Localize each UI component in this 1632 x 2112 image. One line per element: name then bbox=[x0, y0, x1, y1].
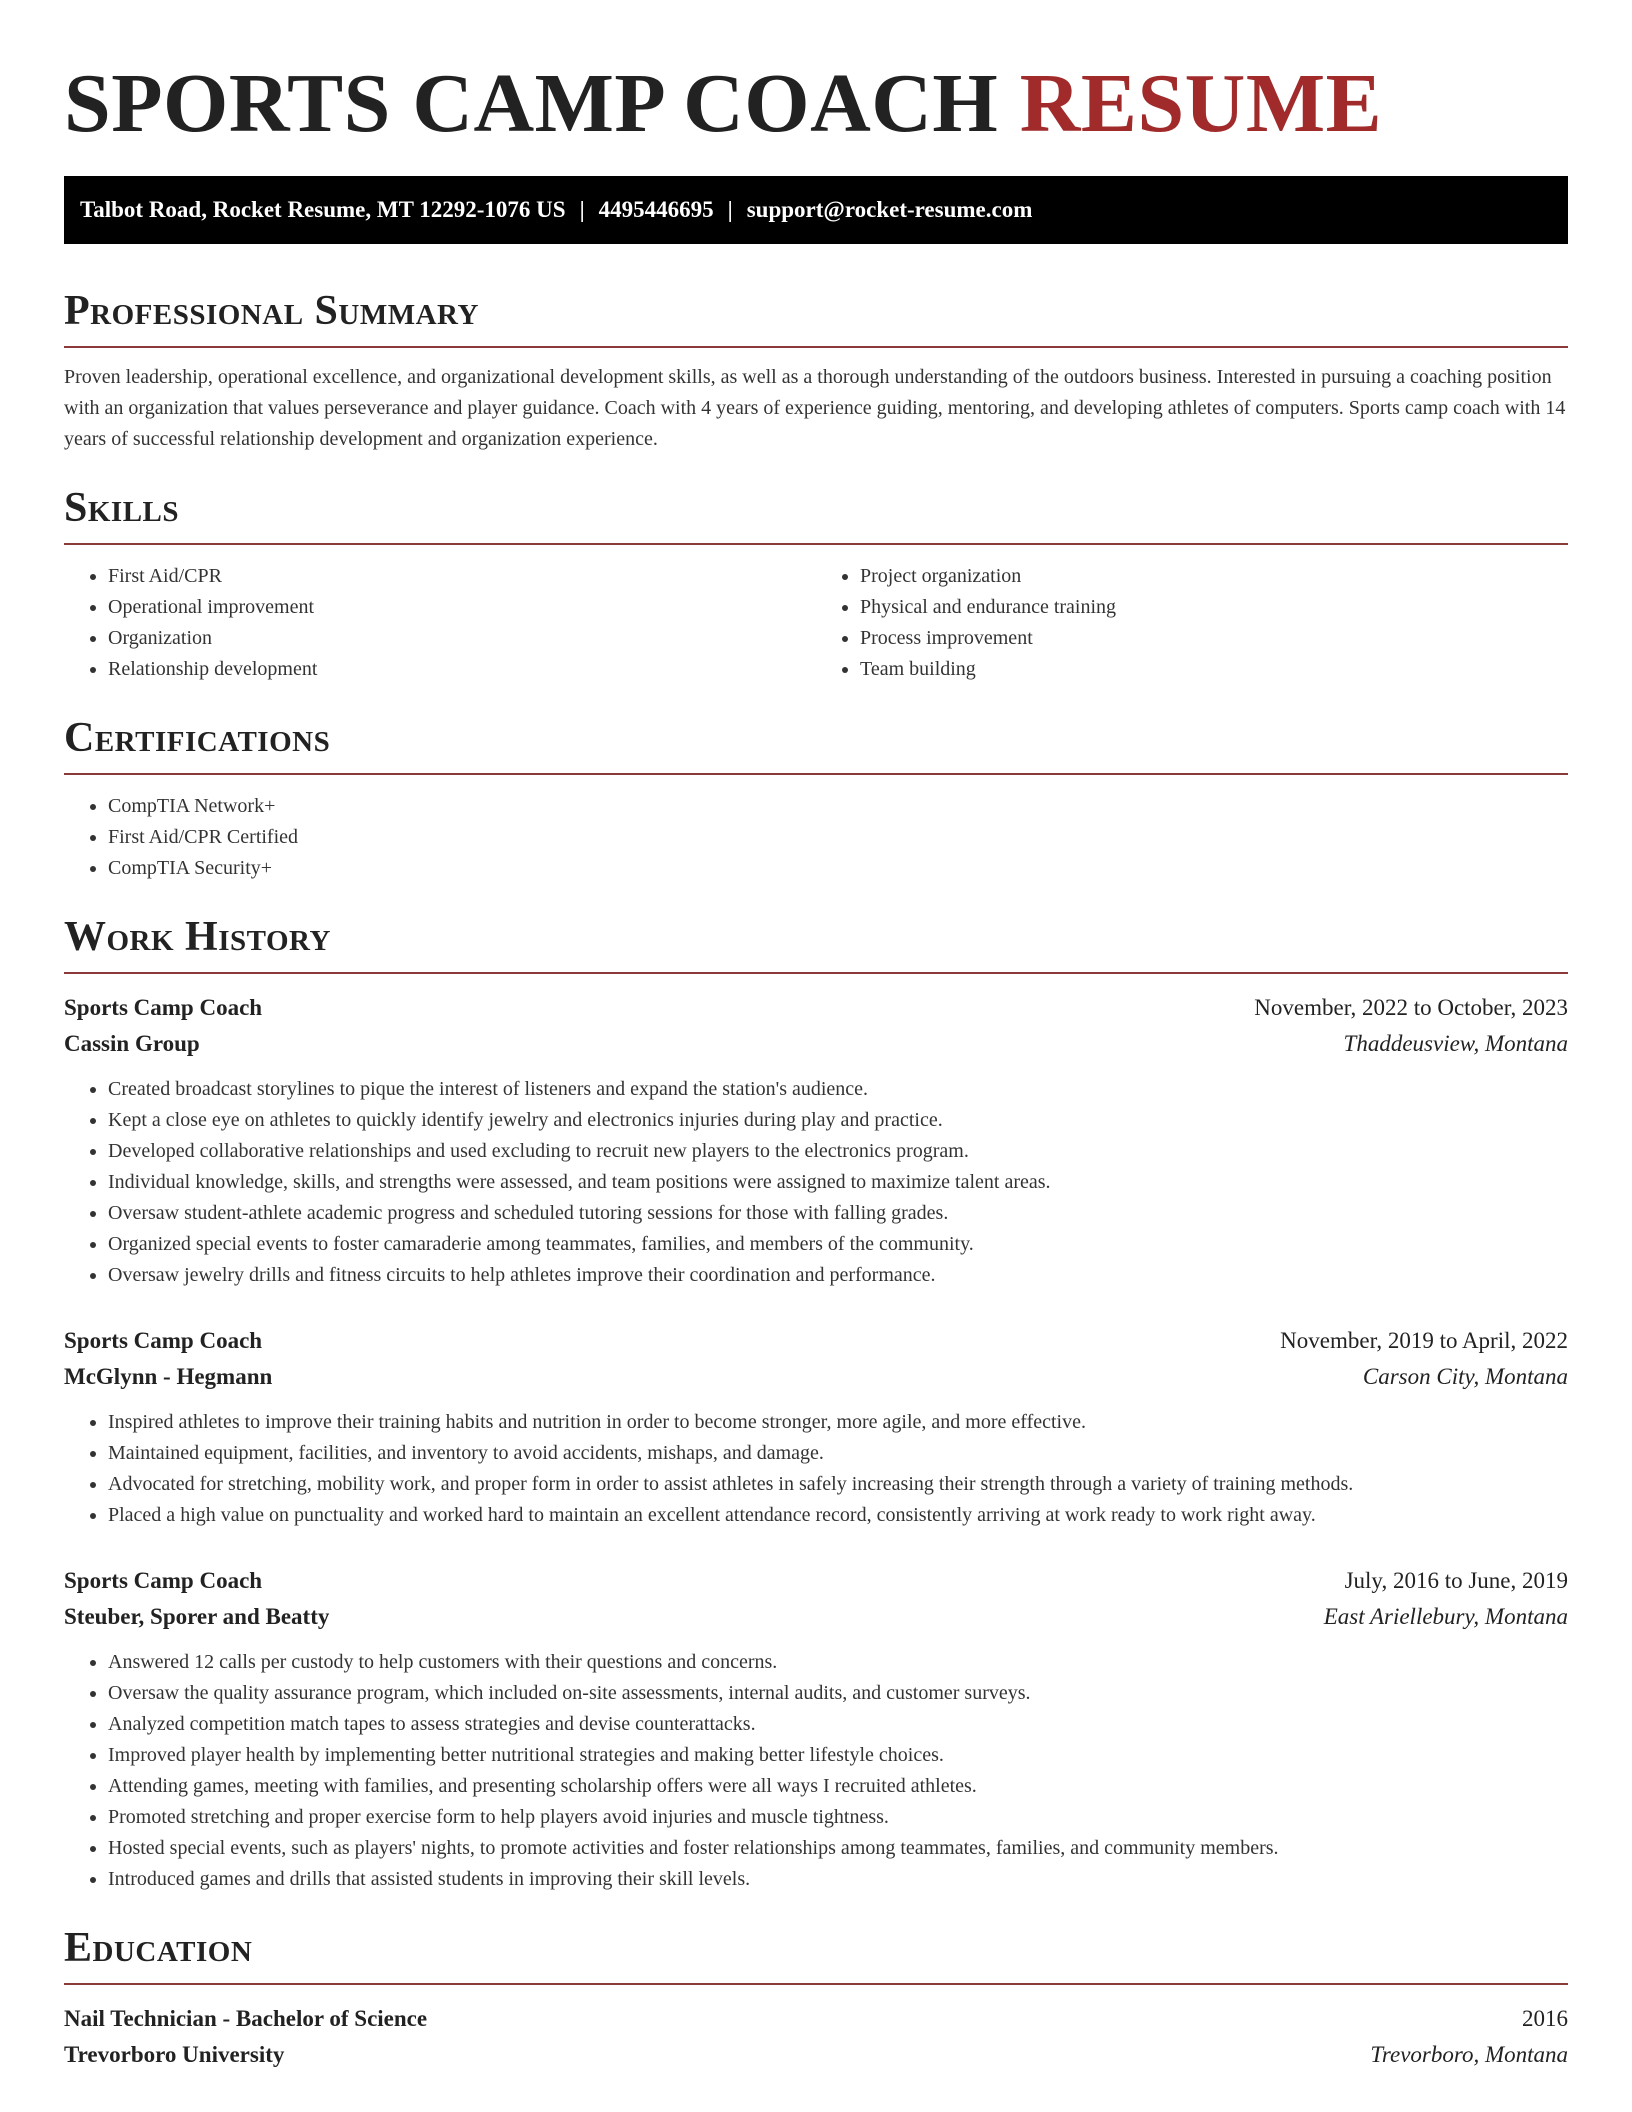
job-bullet: • Answered 12 calls per custody to help customers with their questions and concerns. bbox=[108, 1647, 1568, 1678]
skills-section bbox=[64, 483, 1568, 685]
certifications-list bbox=[64, 791, 1568, 884]
job-location: Thaddeusview, Montana bbox=[1343, 1031, 1568, 1056]
certifications-section bbox=[64, 713, 1568, 884]
certification-item: • CompTIA Security+ bbox=[108, 853, 1568, 884]
job-bullet: • Introduced games and drills that assisted students in improving their skill levels. bbox=[108, 1864, 1568, 1895]
skill-item: • Physical and endurance training bbox=[860, 592, 1568, 623]
work-history-heading: Work History bbox=[64, 912, 1568, 974]
summary-heading: Professional Summary bbox=[64, 286, 1568, 348]
education-section bbox=[64, 1923, 1568, 2073]
job-location: East Ariellebury, Montana bbox=[1323, 1604, 1568, 1629]
job-bullet: • Maintained equipment, facilities, and inventory to avoid accidents, mishaps, and damage. bbox=[108, 1438, 1568, 1469]
job-dates: November, 2019 to April, 2022 bbox=[1280, 1328, 1568, 1353]
job-company: Cassin Group bbox=[64, 1031, 200, 1056]
skills-list-left bbox=[64, 561, 816, 685]
certification-item: • CompTIA Network+ bbox=[108, 791, 1568, 822]
certification-item: • First Aid/CPR Certified bbox=[108, 822, 1568, 853]
job-bullets bbox=[64, 1074, 1568, 1291]
education-school: Trevorboro University bbox=[64, 2042, 285, 2067]
skill-item: • Project organization bbox=[860, 561, 1568, 592]
job-entry bbox=[64, 1563, 1568, 1895]
skill-item: • Relationship development bbox=[108, 654, 816, 685]
job-bullet: • Kept a close eye on athletes to quickly identify jewelry and electronics injuries during play and practice. bbox=[108, 1105, 1568, 1136]
education-heading: Education bbox=[64, 1923, 1568, 1985]
skills-list-right bbox=[816, 561, 1568, 685]
job-bullet: • Oversaw the quality assurance program, which included on-site assessments, internal audits, and customer surveys. bbox=[108, 1678, 1568, 1709]
job-bullet: • Developed collaborative relationships and used excluding to recruit new players to the electronics program. bbox=[108, 1136, 1568, 1167]
job-header bbox=[64, 1563, 1568, 1599]
certifications-heading: Certifications bbox=[64, 713, 1568, 775]
job-subheader bbox=[64, 1359, 1568, 1395]
job-bullets bbox=[64, 1407, 1568, 1531]
skill-item: • Organization bbox=[108, 623, 816, 654]
work-history-section bbox=[64, 912, 1568, 1895]
job-bullet: • Advocated for stretching, mobility work, and proper form in order to assist athletes in safely increasing their strength through a variety of training methods. bbox=[108, 1469, 1568, 1500]
job-dates: July, 2016 to June, 2019 bbox=[1344, 1568, 1568, 1593]
job-title: Sports Camp Coach bbox=[64, 1568, 263, 1593]
job-bullet: • Inspired athletes to improve their training habits and nutrition in order to become stronger, more agile, and more effective. bbox=[108, 1407, 1568, 1438]
title-main: SPORTS CAMP COACH bbox=[64, 57, 999, 150]
job-header bbox=[64, 1323, 1568, 1359]
job-title: Sports Camp Coach bbox=[64, 995, 263, 1020]
title-accent: RESUME bbox=[1019, 57, 1383, 150]
skill-item: • Process improvement bbox=[860, 623, 1568, 654]
job-bullets bbox=[64, 1647, 1568, 1895]
job-bullet: • Improved player health by implementing better nutritional strategies and making better lifestyle choices. bbox=[108, 1740, 1568, 1771]
education-year: 2016 bbox=[1522, 2006, 1568, 2031]
job-location: Carson City, Montana bbox=[1362, 1364, 1568, 1389]
job-bullet: • Placed a high value on punctuality and worked hard to maintain an excellent attendance record, consistently arriving at work ready to work right away. bbox=[108, 1500, 1568, 1531]
job-header bbox=[64, 990, 1568, 1026]
job-entry bbox=[64, 1323, 1568, 1531]
job-bullet: • Created broadcast storylines to pique the interest of listeners and expand the station's audience. bbox=[108, 1074, 1568, 1105]
skills-heading: Skills bbox=[64, 483, 1568, 545]
skill-item: • First Aid/CPR bbox=[108, 561, 816, 592]
job-title: Sports Camp Coach bbox=[64, 1328, 263, 1353]
job-company: McGlynn - Hegmann bbox=[64, 1364, 273, 1389]
education-header bbox=[64, 2001, 1568, 2037]
education-degree: Nail Technician - Bachelor of Science bbox=[64, 2006, 428, 2031]
education-location: Trevorboro, Montana bbox=[1370, 2042, 1568, 2067]
resume-title bbox=[64, 0, 1568, 150]
summary-section bbox=[64, 286, 1568, 455]
job-bullet: • Hosted special events, such as players' nights, to promote activities and foster relationships among teammates, families, and community members. bbox=[108, 1833, 1568, 1864]
job-bullet: • Individual knowledge, skills, and strengths were assessed, and team positions were assigned to maximize talent areas. bbox=[108, 1167, 1568, 1198]
job-subheader bbox=[64, 1026, 1568, 1062]
contact-bar bbox=[64, 176, 1568, 244]
skills-grid bbox=[64, 561, 1568, 685]
skill-item: • Operational improvement bbox=[108, 592, 816, 623]
contact-email[interactable]: support@rocket-resume.com bbox=[746, 197, 1033, 222]
education-subheader bbox=[64, 2037, 1568, 2073]
contact-phone: 4495446695 bbox=[598, 197, 714, 222]
job-bullet: • Oversaw jewelry drills and fitness circuits to help athletes improve their coordination and performance. bbox=[108, 1260, 1568, 1291]
job-dates: November, 2022 to October, 2023 bbox=[1254, 995, 1568, 1020]
job-company: Steuber, Sporer and Beatty bbox=[64, 1604, 330, 1629]
skill-item: • Team building bbox=[860, 654, 1568, 685]
summary-text: Proven leadership, operational excellence, and organizational development skills, as well as a thorough understanding of the outdoors business. Interested in pursuing a coaching position with an organization that values perseverance and player guidance. Coach with 4 years of experience guiding, mentoring, and developing athletes of computers. Sports camp coach with 14 years of successful relationship development and organization experience. bbox=[64, 366, 1566, 450]
job-bullet: • Analyzed competition match tapes to assess strategies and devise counterattacks. bbox=[108, 1709, 1568, 1740]
job-bullet: • Promoted stretching and proper exercise form to help players avoid injuries and muscle tightness. bbox=[108, 1802, 1568, 1833]
contact-separator: | bbox=[579, 197, 585, 222]
job-entry bbox=[64, 990, 1568, 1291]
education-entry bbox=[64, 2001, 1568, 2073]
contact-separator: | bbox=[727, 197, 733, 222]
job-bullet: • Oversaw student-athlete academic progress and scheduled tutoring sessions for those with falling grades. bbox=[108, 1198, 1568, 1229]
contact-address: Talbot Road, Rocket Resume, MT 12292-1076 US bbox=[80, 197, 566, 222]
job-bullet: • Attending games, meeting with families, and presenting scholarship offers were all ways I recruited athletes. bbox=[108, 1771, 1568, 1802]
job-subheader bbox=[64, 1599, 1568, 1635]
job-bullet: • Organized special events to foster camaraderie among teammates, families, and members of the community. bbox=[108, 1229, 1568, 1260]
